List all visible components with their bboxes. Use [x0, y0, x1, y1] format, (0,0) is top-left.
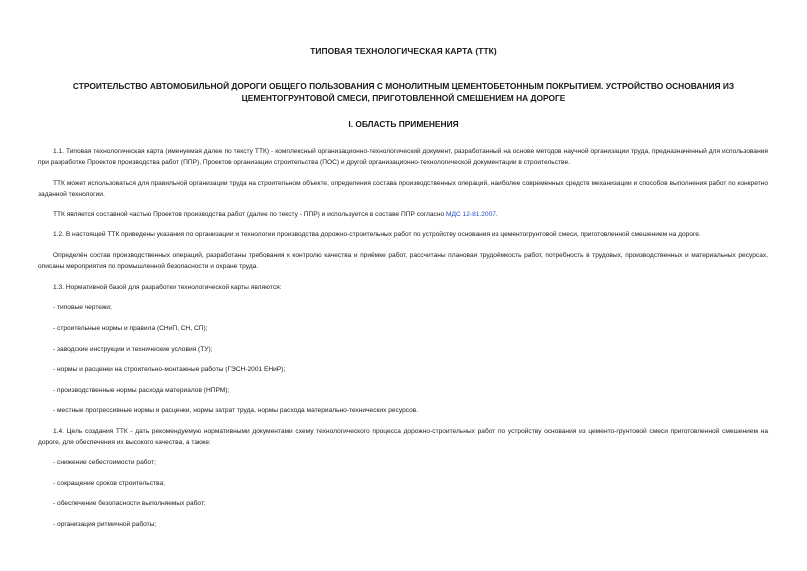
list-item: - местные прогрессивные нормы и расценки, нормы затрат труда, нормы расхода материально-технических ресурсов.	[53, 407, 419, 414]
list-item: - строительные нормы и правила (СНиП, СН, СП);	[53, 325, 208, 332]
paragraph-1-3: 1.3. Нормативной базой для разработки технологической карты являются:	[53, 284, 282, 291]
list-item: - производственные нормы расхода материалов (НПРМ);	[53, 387, 230, 394]
mds-link[interactable]: МДС 12-81.2007	[445, 211, 496, 218]
paragraph-ttk-usage: ТТК может использоваться для правильной организации труда на строительном объекте, определения состава производственных операций, наиболее современных средств механизации и способов выполнения работ по конкретно заданной технологии.	[38, 180, 768, 198]
document-subtitle: СТРОИТЕЛЬСТВО АВТОМОБИЛЬНОЙ ДОРОГИ ОБЩЕГО ПОЛЬЗОВАНИЯ С МОНОЛИТНЫМ ЦЕМЕНТОБЕТОННЫМ ПОКРЫТИЕМ. УСТРОЙСТВО ОСНОВАНИЯ ИЗ ЦЕМЕНТОГРУНТОВОЙ СМЕСИ, ПРИГОТОВЛЕННОЙ СМЕШЕНИЕМ НА ДОРОГЕ	[72, 81, 735, 103]
paragraph-1-4: 1.4. Цель создания ТТК - дать рекомендуемую нормативными документами схему технологического процесса дорожно-строительных работ по устройству основания из цементо-грунтовой смеси приготовленной смешением на дороге, для обеспечения их высокого качества, а также:	[38, 428, 768, 446]
list-item: - организация ритмичной работы;	[53, 521, 157, 528]
paragraph-ttk-ppr-end: .	[495, 211, 498, 218]
list-item: - сокращение сроков строительства;	[53, 480, 165, 487]
paragraph-1-2: 1.2. В настоящей ТТК приведены указания по организации и технологии производства дорожно-строительных работ по устройству основания из цементогрунтовой смеси, приготовленной смешением на дороге.	[53, 231, 701, 238]
section-heading: I. ОБЛАСТЬ ПРИМЕНЕНИЯ	[348, 119, 459, 129]
list-item: - нормы и расценки на строительно-монтажные работы (ГЭСН-2001 ЕНиР);	[53, 366, 286, 373]
list-item: - обеспечение безопасности выполняемых работ;	[53, 500, 206, 507]
paragraph-ttk-ppr	[38, 210, 768, 221]
paragraph-1-1: 1.1. Типовая технологическая карта (именуемая далее по тексту ТТК) - комплексный организационно-технологический документ, разработанный на основе методов научной организации труда, предназначенный для использования при разработке Проектов производства работ (ППР), Проектов организации строительства (ПОС) и другой организационно-технологической документации в строительстве.	[38, 148, 768, 166]
paragraph-operations: Определён состав производственных операций, разработаны требования к контролю качества и приёмке работ, рассчитаны плановая трудоёмкость работ, потребность в трудовых, производственных и материальных ресурсах, описаны мероприятия по промышленной безопасности и охране труда.	[38, 252, 768, 270]
list-item: - типовые чертежи;	[53, 304, 112, 311]
paragraph-ttk-ppr-text: ТТК является составной частью Проектов производства работ (далее по тексту - ППР) и используется в составе ППР согласно	[53, 211, 446, 218]
list-item: - заводские инструкции и технические условия (ТУ);	[53, 346, 213, 353]
list-item: - снижение себестоимости работ;	[53, 459, 156, 466]
document-title: ТИПОВАЯ ТЕХНОЛОГИЧЕСКАЯ КАРТА (ТТК)	[310, 46, 497, 56]
